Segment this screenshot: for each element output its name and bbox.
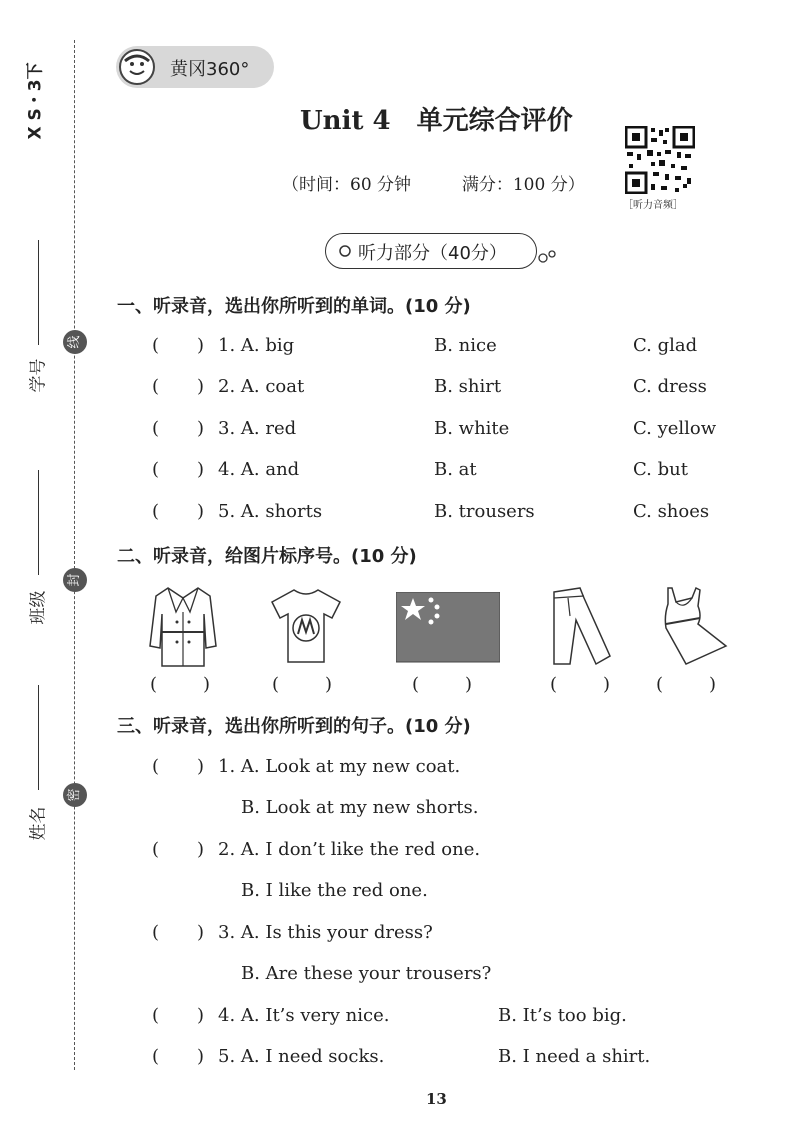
option-b: B. white [434,418,510,439]
answer-blank[interactable]: ( ) [152,1005,205,1026]
answer-blank[interactable]: ( ) [152,1046,205,1067]
option-c: C. yellow [633,418,717,439]
class-label: 班级 [28,590,49,625]
name-label: 姓名 [28,806,49,841]
dress-picture [646,584,730,672]
sentence-b: B. I need a shirt. [498,1046,651,1067]
option-a: 1. A. big [218,335,295,356]
part3-heading: 三、听录音，选出你所听到的句子。(10 分) [117,716,471,737]
answer-blank[interactable]: ( ) [152,839,205,860]
answer-blank[interactable]: ( ) [152,459,205,480]
coat-picture [146,584,220,674]
answer-blank[interactable]: ( ) [150,674,211,695]
option-b: B. nice [434,335,497,356]
page-title [300,100,573,137]
exam-info [282,170,585,195]
student-id-field[interactable] [38,240,39,345]
unit-label: Unit 4 [300,106,391,136]
option-a: 3. A. red [218,418,297,439]
qr-code-icon[interactable] [625,126,695,194]
option-b: B. shirt [434,376,502,397]
sentence-a: 3. A. Is this your dress? [218,922,433,943]
tshirt-picture [268,584,344,670]
option-c: C. but [633,459,688,480]
answer-blank[interactable]: ( ) [152,335,205,356]
cut-mark-secret: 密 [63,783,87,807]
name-field[interactable] [38,685,39,790]
sentence-b: B. Look at my new shorts. [241,797,479,818]
answer-blank[interactable]: ( ) [272,674,333,695]
answer-blank[interactable]: ( ) [656,674,717,695]
cut-mark-seal: 封 [63,568,87,592]
sentence-a: 1. A. Look at my new coat. [218,756,461,777]
part1-heading: 一、听录音，选出你所听到的单词。(10 分) [117,296,471,317]
score-info: 满分：100 分） [461,175,585,195]
trousers-picture [540,584,618,672]
page-number: 13 [426,1090,447,1108]
series-code: X S・3下 [25,62,46,140]
answer-blank[interactable]: ( ) [152,376,205,397]
section-badge [325,233,537,269]
brand-logo [116,46,274,88]
answer-blank[interactable]: ( ) [550,674,611,695]
answer-blank[interactable]: ( ) [412,674,473,695]
option-c: C. shoes [633,501,710,522]
cut-line [74,40,75,1070]
sentence-b: B. I like the red one. [241,880,428,901]
answer-blank[interactable]: ( ) [152,501,205,522]
option-c: C. glad [633,335,698,356]
sentence-b: B. It’s too big. [498,1005,627,1026]
sentence-a: 5. A. I need socks. [218,1046,385,1067]
student-id-label: 学号 [28,358,49,393]
option-a: 2. A. coat [218,376,305,397]
answer-blank[interactable]: ( ) [152,756,205,777]
answer-blank[interactable]: ( ) [152,922,205,943]
sentence-a: 2. A. I don’t like the red one. [218,839,481,860]
option-b: B. at [434,459,477,480]
option-c: C. dress [633,376,707,397]
cut-mark-line: 线 [63,330,87,354]
china-flag-picture [396,592,500,668]
part2-heading: 二、听录音，给图片标序号。(10 分) [117,546,417,567]
sentence-b: B. Are these your trousers? [241,963,492,984]
time-info: （时间：60 分钟 [282,175,412,195]
brand-name: 黄冈360° [170,59,250,80]
answer-blank[interactable]: ( ) [152,418,205,439]
mascot-icon [119,49,155,85]
option-a: 4. A. and [218,459,300,480]
section-badge-label: 听力部分（40分） [358,243,507,264]
class-field[interactable] [38,470,39,575]
option-a: 5. A. shorts [218,501,323,522]
qr-caption: ［听力音频］ [623,200,683,211]
unit-title: 单元综合评价 [416,106,573,136]
option-b: B. trousers [434,501,535,522]
sentence-a: 4. A. It’s very nice. [218,1005,390,1026]
